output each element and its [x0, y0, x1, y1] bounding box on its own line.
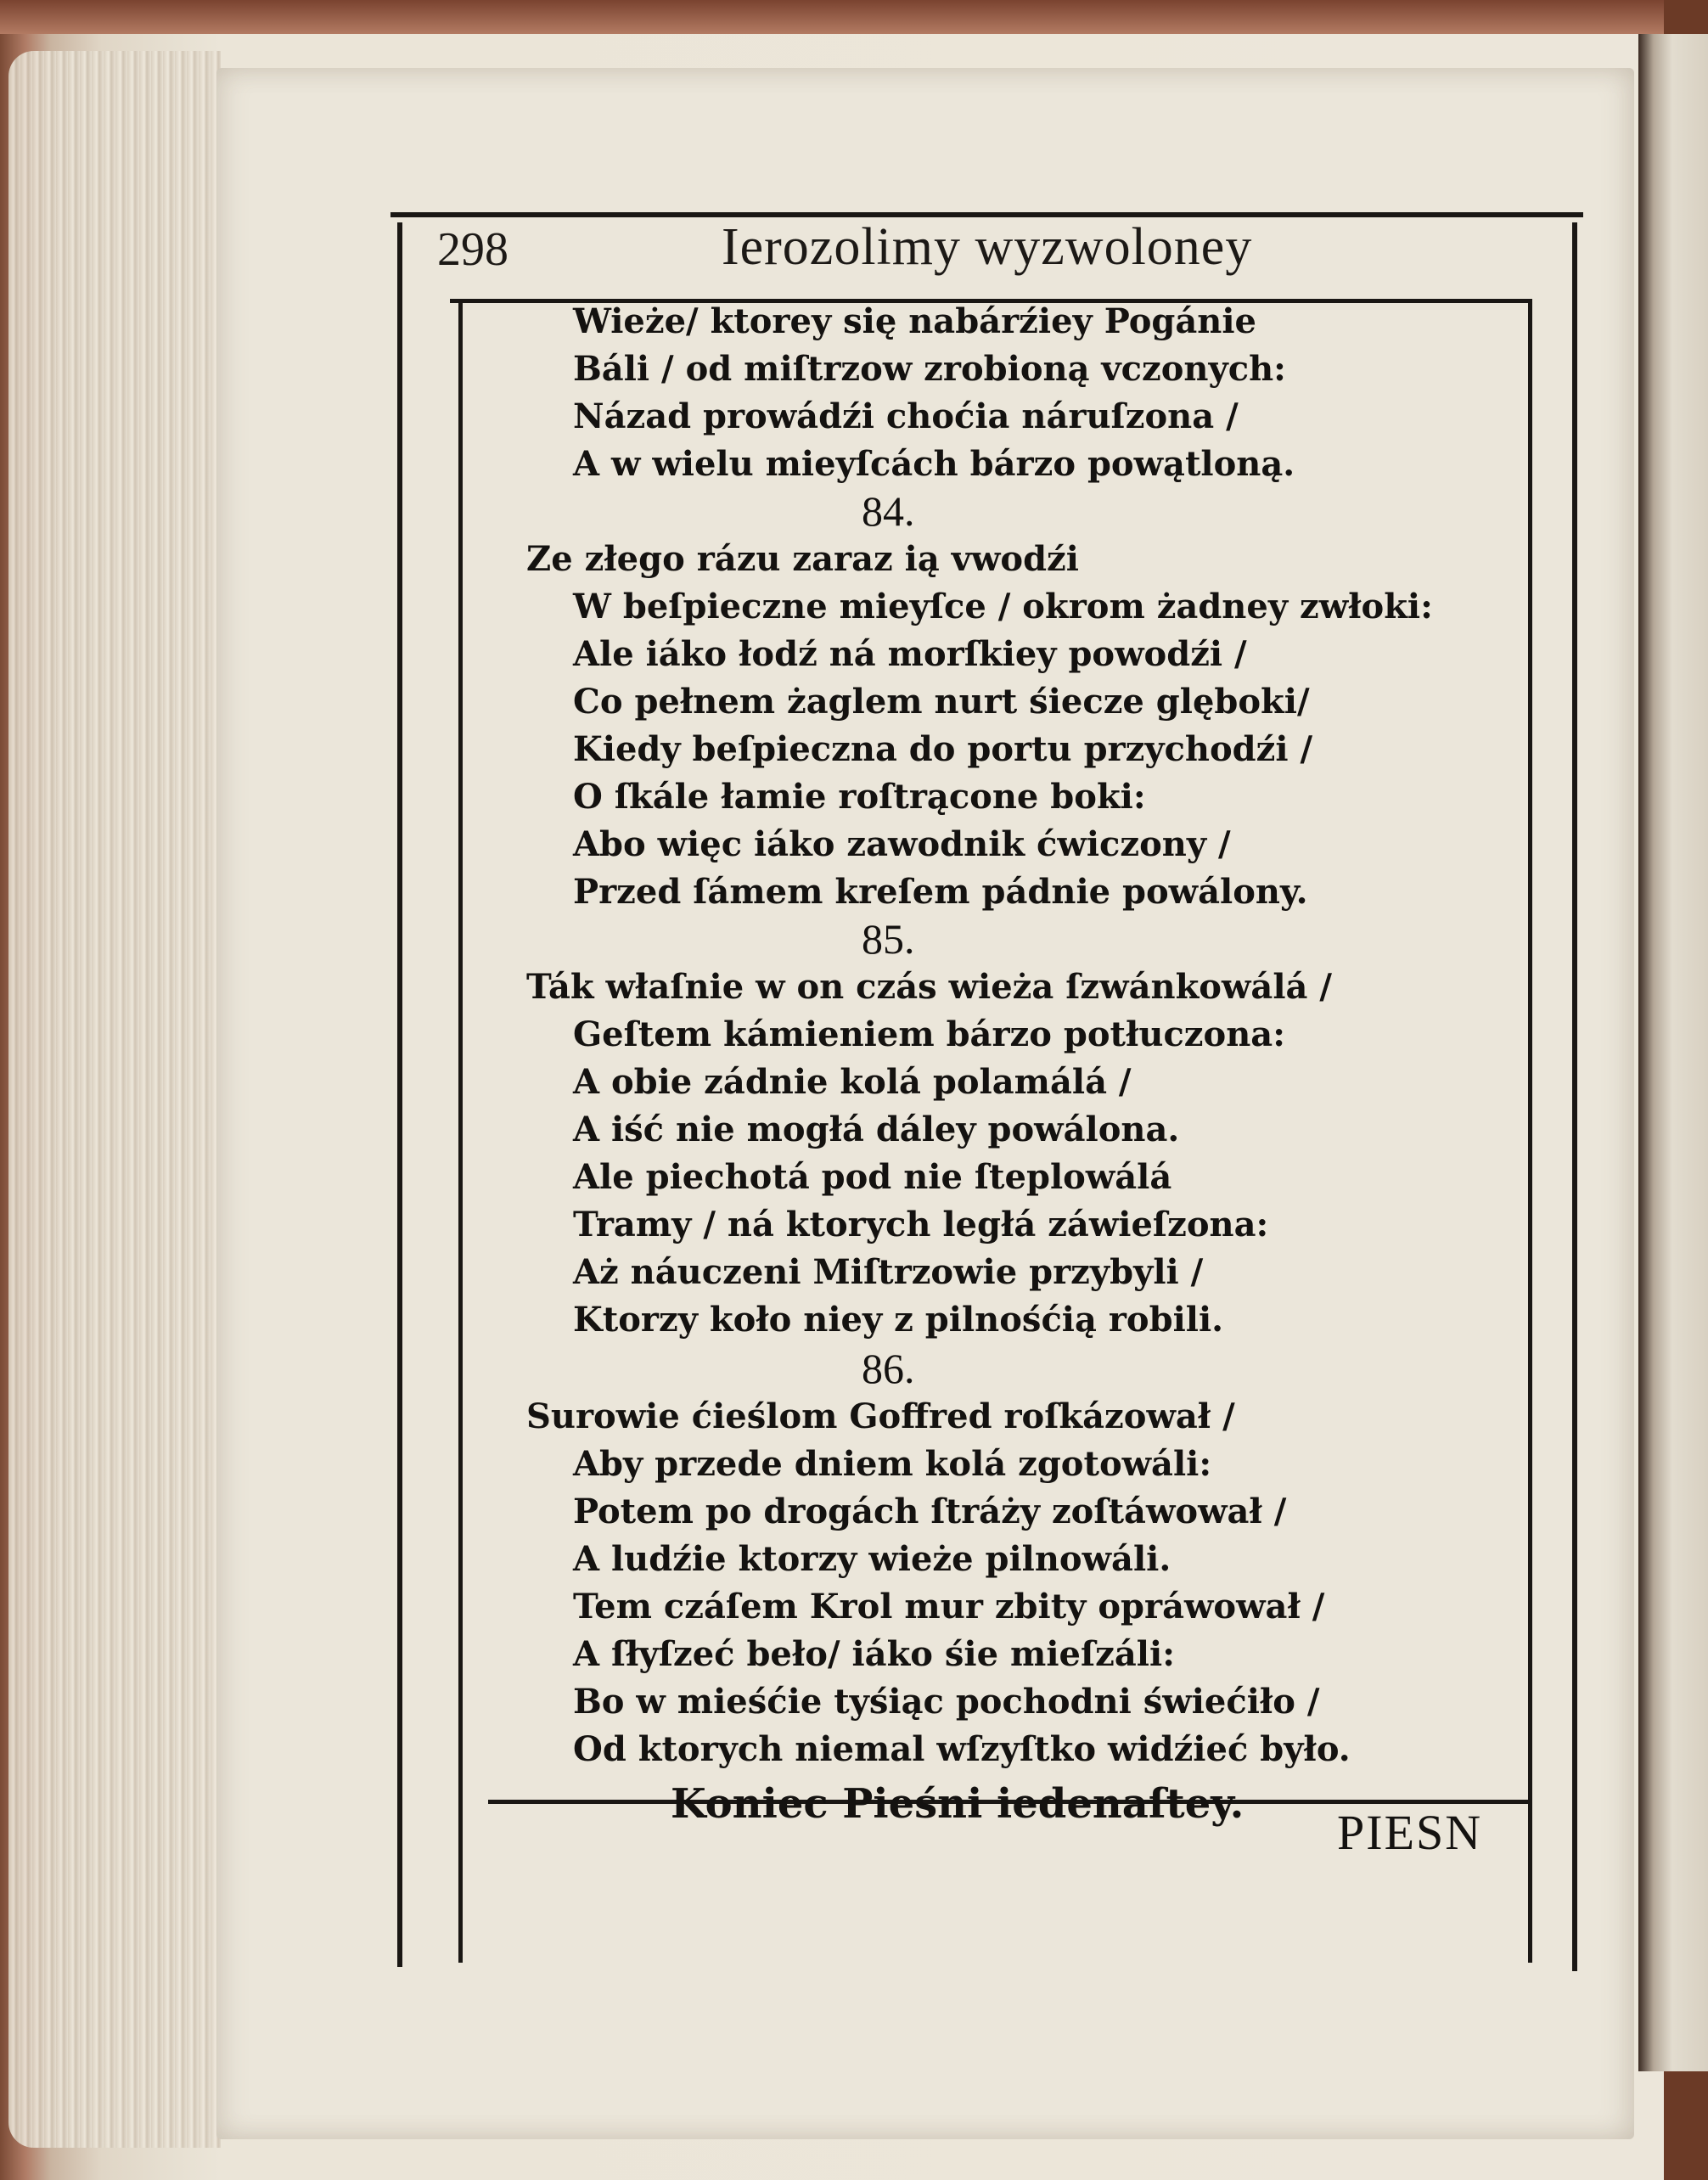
verse-line: Co pełnem żaglem nurt śiecze glęboki/ — [573, 682, 1310, 722]
verse-line: O ſkále łamie roſtrącone boki: — [573, 777, 1146, 817]
running-head — [437, 218, 1532, 299]
verse-line: Kiedy beſpieczna do portu przychodźi / — [573, 729, 1313, 769]
verse-line: A ludźie ktorzy wieże pilnowáli. — [573, 1539, 1171, 1579]
verse-line: Ale iáko łodź ná morſkiey powodźi / — [573, 634, 1247, 674]
verse-line: Abo więc iáko zawodnik ćwiczony / — [573, 824, 1231, 864]
page-number: 298 — [437, 223, 508, 276]
verse-line: Ale piechotá pod nie ſteplowálá — [573, 1157, 1172, 1197]
verse-line: A obie zádnie kolá polamálá / — [573, 1062, 1132, 1102]
verse-line: Aby przede dniem kolá zgotowáli: — [573, 1444, 1212, 1484]
frame-rule-right-outer — [1572, 222, 1577, 1971]
verse-line: Názad prowádźi choćia náruſzona / — [573, 396, 1239, 436]
running-title: Ierozolimy wyzwoloney — [722, 218, 1253, 276]
colophon: Koniec Pieśni iedenaſtey. — [671, 1780, 1244, 1828]
frame-rule-right-inner — [1528, 299, 1532, 1963]
verse-line: Surowie ćieślom Goffred roſkázował / — [526, 1396, 1235, 1436]
frame-rule-left-outer — [397, 222, 402, 1967]
verse-line: W beſpieczne mieyſce / okrom żadney zwłoki: — [573, 587, 1433, 626]
facing-page-edge — [1638, 34, 1708, 2071]
catchword: PIESN — [1337, 1805, 1483, 1860]
verse-line: Ze złego rázu zaraz ią vwodźi — [526, 539, 1079, 579]
verse-line: Wieże/ ktorey się nabárźiey Pogánie — [573, 301, 1256, 341]
stanza-number: 84. — [862, 487, 915, 535]
verse-line: Geſtem kámieniem bárzo potłuczona: — [573, 1014, 1285, 1054]
verse-line: Aż náuczeni Miſtrzowie przybyli / — [573, 1252, 1204, 1292]
frame-rule-left-inner — [458, 299, 463, 1963]
verse-line: Przed ſámem kreſem pádnie powálony. — [573, 872, 1308, 912]
verse-line: Bo w mieśćie tyśiąc pochodni świećiło / — [573, 1682, 1320, 1722]
verse-line: Tramy / ná ktorych ległá záwieſzona: — [573, 1205, 1269, 1245]
verse-line: Tem czáſem Krol mur zbity opráwował / — [573, 1587, 1325, 1627]
verse-line: A iść nie mogłá dáley powálona. — [573, 1110, 1180, 1149]
verse-line: Od ktorych niemal wſzyſtko widźieć było. — [573, 1729, 1351, 1769]
book-cover-edge — [0, 0, 1664, 34]
verse-line: Báli / od miſtrzow zrobioną vczonych: — [573, 349, 1286, 389]
verse-line: Ták właſnie w on czás wieża ſzwánkowálá / — [526, 967, 1332, 1007]
stanza-number: 86. — [862, 1345, 915, 1392]
verse-line: Ktorzy koło niey z pilnośćią robili. — [573, 1300, 1224, 1340]
verse-line: A w wielu mieyſcách bárzo powątloną. — [573, 444, 1295, 484]
verse-line: Potem po drogách ſtráży zoſtáwował / — [573, 1492, 1287, 1531]
stanza-number: 85. — [862, 915, 915, 963]
page-edges — [8, 51, 221, 2148]
verse-line: A ſłyſzeć beło/ iáko śie mieſzáli: — [573, 1634, 1175, 1674]
